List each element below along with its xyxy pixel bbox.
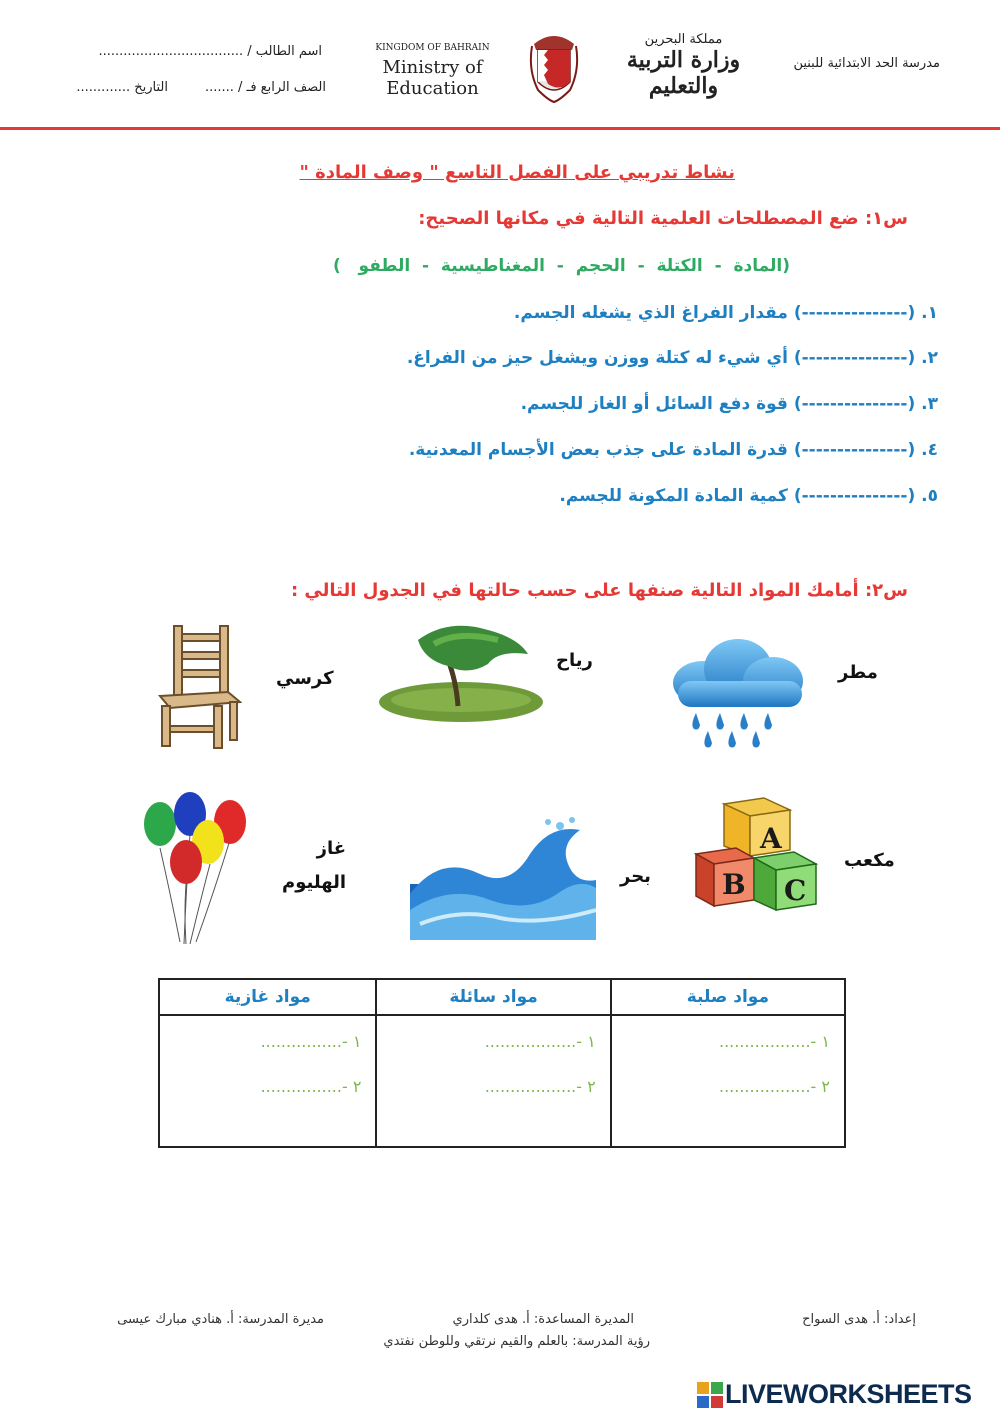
header-divider <box>0 127 1000 130</box>
cube-letter-a: A <box>760 822 782 855</box>
footer-assistant-principal: المديرة المساعدة: أ. هدى كلداري <box>452 1312 634 1327</box>
q1-terms: (المادة - الكتلة - الحجم - المغناطيسية - الطفو ) <box>333 256 790 276</box>
answer-slot[interactable]: ١ -.................. <box>719 1032 830 1051</box>
label-chair: كرسي <box>276 668 334 689</box>
grade-field[interactable]: الصف الرابع فـ / ....... <box>204 80 326 95</box>
ministry-en: Ministry of Education <box>382 57 483 99</box>
liveworksheets-watermark <box>697 1379 972 1410</box>
sea-wave-icon <box>410 814 596 940</box>
footer-principal: مديرة المدرسة: أ. هنادي مبارك عيسى <box>117 1312 324 1327</box>
school-name: مدرسة الحد الابتدائية للبنين <box>793 56 940 71</box>
q1-item-2[interactable]: ٢. (---------------) أي شيء له كتلة ووزن ويشغل حيز من الفراغ. <box>406 348 938 368</box>
bahrain-emblem-icon <box>528 26 580 104</box>
answer-slot[interactable]: ٢ -.................. <box>719 1077 830 1096</box>
cube-letter-c: C <box>784 874 807 907</box>
q1-title: س١: ضع المصطلحات العلمية التالية في مكانها الصحيح: <box>418 208 908 229</box>
answer-slot[interactable]: ١ -................ <box>260 1032 362 1051</box>
table-header-row <box>159 979 845 1015</box>
q1-item-3[interactable]: ٣. (---------------) قوة دفع السائل أو الغاز للجسم. <box>520 394 938 414</box>
kingdom-ar: مملكة البحرين <box>644 32 723 47</box>
answer-slot[interactable]: ٢ -................ <box>260 1077 362 1096</box>
table-row <box>159 1015 845 1147</box>
worksheet-title: نشاط تدريبي على الفصل التاسع " وصف المادة " <box>299 162 735 183</box>
chair-icon <box>156 622 242 754</box>
cube-letter-b: B <box>722 868 746 901</box>
footer-prepared-by: إعداد: أ. هدى السواح <box>802 1312 916 1327</box>
answer-slot[interactable]: ١ -.................. <box>484 1032 596 1051</box>
ministry-ar: وزارة التربية والتعليم <box>626 47 741 99</box>
rain-cloud-icon <box>668 635 808 750</box>
ministry-en-block <box>345 43 520 99</box>
abc-blocks-icon <box>694 794 820 912</box>
cell-gases <box>159 1015 376 1147</box>
label-rain: مطر <box>838 662 878 683</box>
watermark-brand: LIVEWORKSHEETS <box>725 1379 972 1409</box>
q1-item-5[interactable]: ٥. (---------------) كمية المادة المكونة للجسم. <box>559 486 938 506</box>
kingdom-en: KINGDOM OF BAHRAIN <box>375 43 490 53</box>
footer-vision: رؤية المدرسة: بالعلم والقيم نرتقي وللوطن نفتدي <box>383 1334 650 1349</box>
answer-slot[interactable]: ٢ -.................. <box>484 1077 596 1096</box>
cell-solids <box>611 1015 845 1147</box>
date-field[interactable]: التاريخ ............. <box>76 80 168 95</box>
q1-item-1[interactable]: ١. (---------------) مقدار الفراغ الذي يشغله الجسم. <box>513 303 938 323</box>
header-solids: مواد صلبة <box>611 979 845 1015</box>
label-cube: مكعب <box>844 850 895 871</box>
ministry-ar-block <box>596 32 771 99</box>
label-helium: غاز الهليوم <box>282 838 346 893</box>
liveworksheets-logo-icon <box>697 1382 723 1408</box>
student-name-field[interactable]: اسم الطالب / ................................... <box>98 44 322 59</box>
windy-tree-icon <box>378 620 544 725</box>
q1-item-4[interactable]: ٤. (---------------) قدرة المادة على جذب بعض الأجسام المعدنية. <box>408 440 938 460</box>
header-gases: مواد غازية <box>159 979 376 1015</box>
label-sea: بحر <box>620 866 651 887</box>
header-liquids: مواد سائلة <box>376 979 610 1015</box>
balloons-icon <box>140 792 250 948</box>
classification-table <box>158 978 846 1148</box>
label-wind: رياح <box>556 650 593 671</box>
q2-title: س٢: أمامك المواد التالية صنفها على حسب حالتها في الجدول التالي : <box>290 580 908 601</box>
cell-liquids <box>376 1015 610 1147</box>
